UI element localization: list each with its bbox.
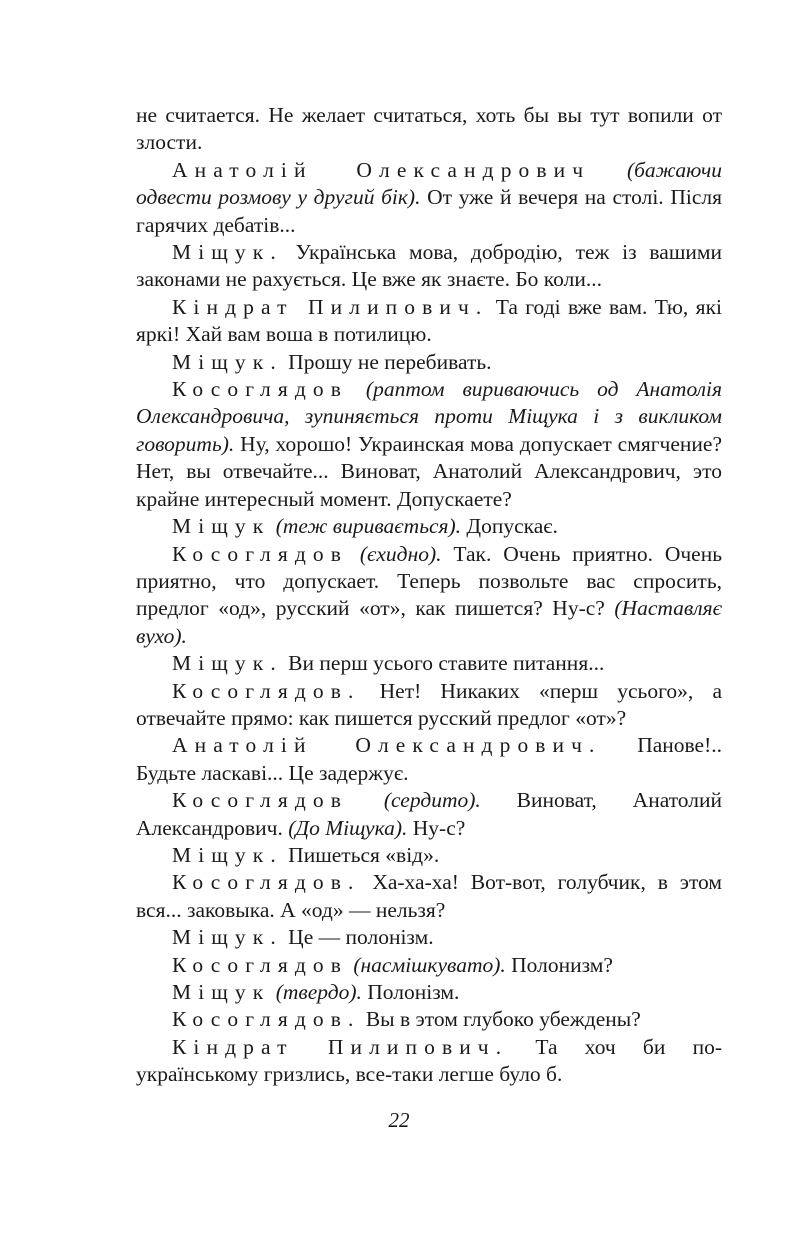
paragraph <box>136 869 722 924</box>
paragraph <box>136 102 722 157</box>
stage-direction: (До Міщука). <box>288 815 408 840</box>
dialogue-text: Панове!.. Будьте ласкаві... Це задержує. <box>136 733 722 785</box>
dialogue-text: Це — полонізм. <box>288 925 434 950</box>
paragraph <box>136 376 722 513</box>
paragraph <box>136 1034 722 1089</box>
page-number: 22 <box>388 1108 410 1132</box>
paragraph <box>136 979 722 1006</box>
dialogue-text: Та годі вже вам. Тю, які яркі! Хай вам воша в потилицю. <box>136 294 722 347</box>
paragraph <box>136 349 722 376</box>
stage-direction: (бажаючи одвести розмову у другий бік). <box>136 157 723 210</box>
dialogue-text: Пишеться «від». <box>288 842 440 867</box>
speaker-name: Міщук. <box>172 651 283 676</box>
dialogue-text: не считается. Не желает считаться, хоть бы вы тут вопили от злости. <box>136 103 722 155</box>
speaker-name: Косоглядов <box>172 788 348 813</box>
paragraph <box>136 952 722 979</box>
speaker-name: Косоглядов. <box>172 678 361 703</box>
speaker-name: Міщук. <box>172 925 283 950</box>
speaker-name: Кіндрат Пилипович. <box>172 294 489 319</box>
speaker-name: Анатолій Олександрович. <box>172 733 602 758</box>
dialogue-text: Полонизм? <box>511 952 613 977</box>
dialogue-text: Ви перш усього ставите питання... <box>288 651 605 676</box>
speaker-name: Міщук. <box>172 349 283 374</box>
paragraph <box>136 294 722 349</box>
speaker-name: Косоглядов <box>172 952 348 977</box>
speaker-name: Косоглядов. <box>172 870 361 895</box>
dialogue-text: Виноват, Анатолий Александрович. <box>136 788 723 840</box>
paragraph <box>136 678 722 733</box>
stage-direction: (раптом вириваючись од Анатолія Олександровича, зупиняється проти Міщука і з викликом говорить). <box>136 377 723 456</box>
dialogue-text: От уже й вечеря на столі. Після гарячих дебатів... <box>136 185 722 237</box>
speaker-name: Кіндрат Пилипович. <box>172 1034 509 1059</box>
text-block <box>136 102 722 1089</box>
dialogue-text: Ну-с? <box>412 815 466 840</box>
speaker-name: Анатолій Олександрович <box>172 157 591 182</box>
dialogue-text: Полонізм. <box>367 980 460 1004</box>
dialogue-text: Ну, хорошо! Украинская мова допускает смягчение? Нет, вы отвечайте... Виноват, Анатолий Александрович, это крайне интересный момент. Допускаете? <box>136 431 722 511</box>
paragraph <box>136 1006 722 1033</box>
dialogue-text: Допускає. <box>466 514 558 539</box>
speaker-name: Міщук. <box>172 240 283 265</box>
speaker-name: Міщук <box>172 514 271 539</box>
stage-direction: (насмішкувато). <box>353 952 506 977</box>
paragraph <box>136 924 722 951</box>
paragraph <box>136 650 722 677</box>
paragraph <box>136 239 722 294</box>
stage-direction: (Наставляє вухо). <box>136 596 722 648</box>
dialogue-text: Вы в этом глубоко убеждены? <box>365 1007 641 1032</box>
paragraph <box>136 513 722 540</box>
stage-direction: (єхидно). <box>359 541 442 566</box>
paragraph <box>136 842 722 869</box>
speaker-name: Міщук. <box>172 842 283 867</box>
stage-direction: (твердо). <box>275 980 362 1004</box>
paragraph <box>136 732 722 787</box>
dialogue-text: Так. Очень приятно. Очень приятно, что допускает. Теперь позвольте вас спросить, предлог «од», русский «от», как пишется? Ну-с? <box>136 541 723 621</box>
dialogue-text: Прошу не перебивать. <box>288 349 492 374</box>
dialogue-text: Українська мова, добродію, теж із вашими законами не рахується. Це вже як знаєте. Бо коли... <box>136 240 723 292</box>
stage-direction: (сердито). <box>383 788 481 813</box>
speaker-name: Косоглядов. <box>172 1007 361 1032</box>
dialogue-text: Нет! Никаких «перш усього», а отвечайте прямо: как пишется русский предлог «от»? <box>136 678 722 730</box>
speaker-name: Косоглядов <box>172 377 348 402</box>
speaker-name: Міщук <box>172 980 271 1004</box>
paragraph <box>136 157 722 239</box>
dialogue-text: Ха-ха-ха! Вот-вот, голубчик, в этом вся... заковыка. А «од» — нельзя? <box>136 870 722 922</box>
speaker-name: Косоглядов <box>172 541 348 566</box>
dialogue-text: Та хоч би по-українському гризлись, все-таки легше було б. <box>136 1034 722 1087</box>
paragraph <box>136 541 722 651</box>
stage-direction: (теж виривається). <box>275 514 462 539</box>
paragraph <box>136 787 722 842</box>
